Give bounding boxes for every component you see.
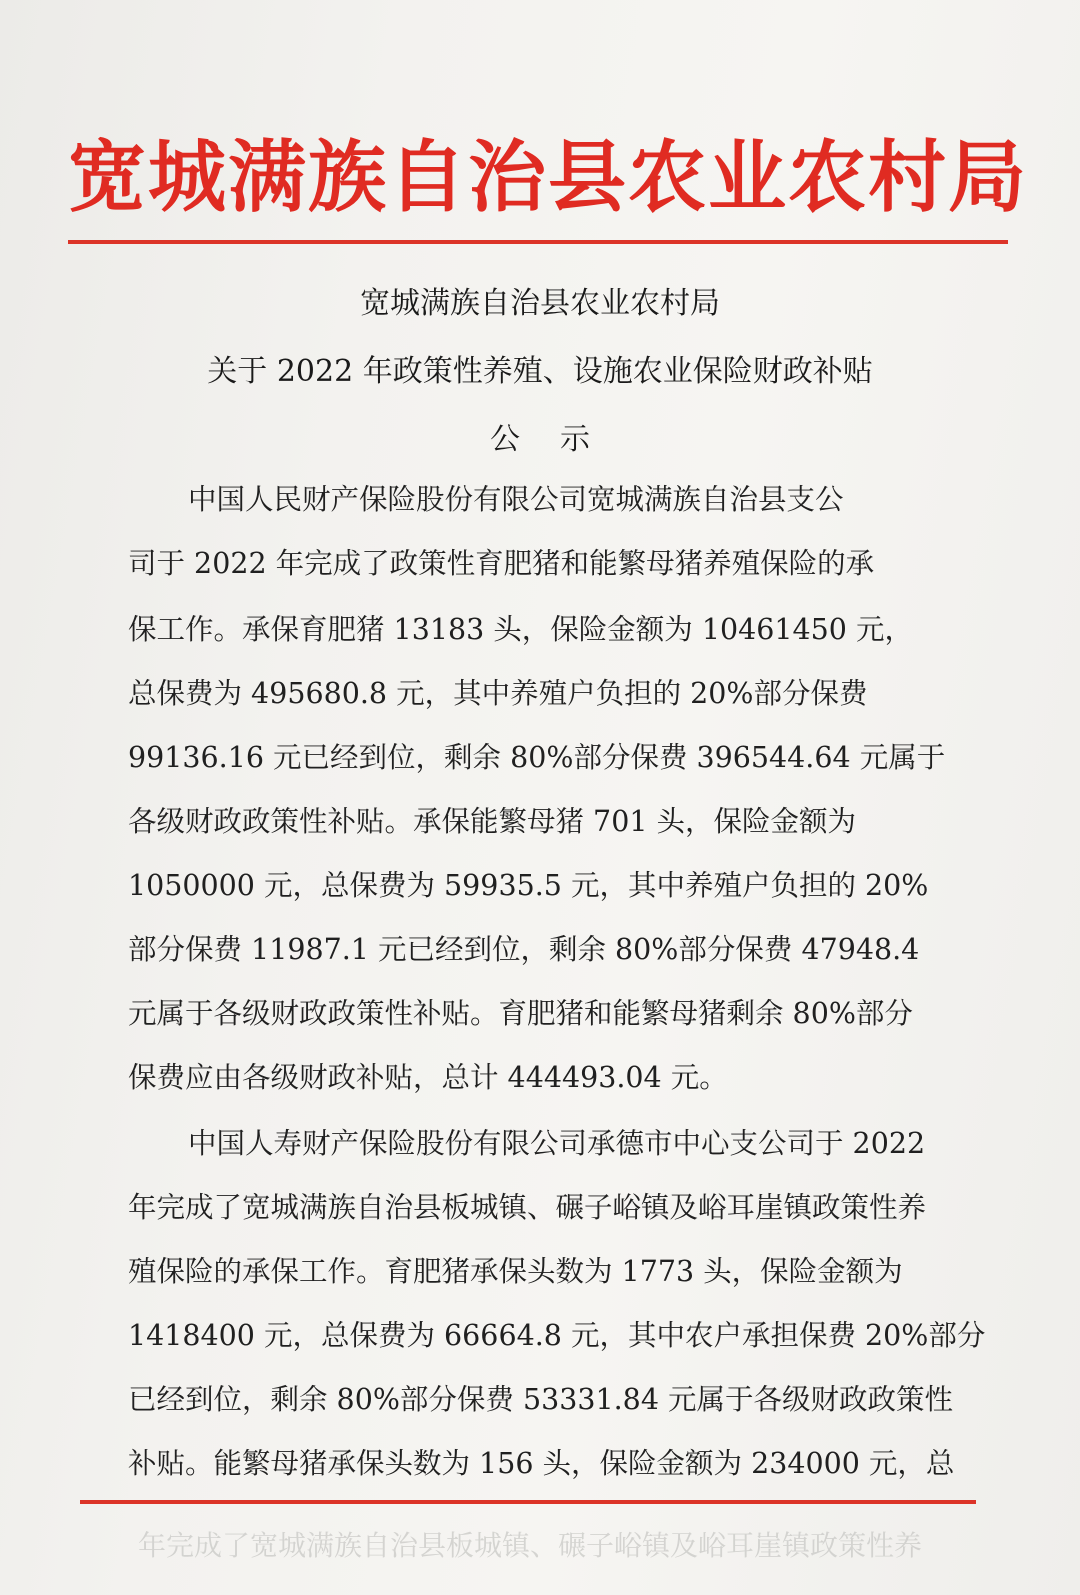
body-line: 总保费为 495680.8 元，其中养殖户负担的 20%部分保费 [128, 677, 868, 710]
body-line: 已经到位，剩余 80%部分保费 53331.84 元属于各级财政政策性 [128, 1383, 954, 1416]
body-line: 年完成了宽城满族自治县板城镇、碾子峪镇及峪耳崖镇政策性养 [128, 1191, 927, 1224]
body-line: 保工作。承保育肥猪 13183 头，保险金额为 10461450 元， [128, 613, 913, 646]
body-line: 补贴。能繁母猪承保头数为 156 头，保险金额为 234000 元，总 [128, 1447, 955, 1480]
bottom-red-rule [80, 1500, 976, 1504]
notice-title-type: 公示 [490, 422, 630, 457]
body-line: 殖保险的承保工作。育肥猪承保头数为 1773 头，保险金额为 [128, 1255, 903, 1288]
body-line: 中国人民财产保险股份有限公司宽城满族自治县支公 [188, 483, 844, 516]
body-line: 1050000 元，总保费为 59935.5 元，其中养殖户负担的 20% [128, 869, 929, 902]
body-line: 保费应由各级财政补贴，总计 444493.04 元。 [128, 1061, 728, 1094]
letterhead-title: 宽城满族自治县农业农村局 [68, 133, 1029, 223]
notice-title-subject: 关于 2022 年政策性养殖、设施农业保险财政补贴 [207, 354, 873, 389]
letterhead-red-rule [68, 240, 1008, 244]
body-line: 中国人寿财产保险股份有限公司承德市中心支公司于 2022 [188, 1127, 926, 1160]
show-through-text-below-rule: 年完成了宽城满族自治县板城镇、碾子峪镇及峪耳崖镇政策性养 [138, 1529, 923, 1562]
body-line: 1418400 元，总保费为 66664.8 元，其中农户承担保费 20%部分 [128, 1319, 986, 1352]
notice-title-issuer: 宽城满族自治县农业农村局 [360, 286, 720, 321]
body-line: 各级财政政策性补贴。承保能繁母猪 701 头，保险金额为 [128, 805, 857, 838]
body-line: 司于 2022 年完成了政策性育肥猪和能繁母猪养殖保险的承 [128, 547, 875, 580]
body-line: 部分保费 11987.1 元已经到位，剩余 80%部分保费 47948.4 [128, 933, 920, 966]
body-line: 元属于各级财政政策性补贴。育肥猪和能繁母猪剩余 80%部分 [128, 997, 913, 1030]
body-line: 99136.16 元已经到位，剩余 80%部分保费 396544.64 元属于 [128, 741, 946, 774]
